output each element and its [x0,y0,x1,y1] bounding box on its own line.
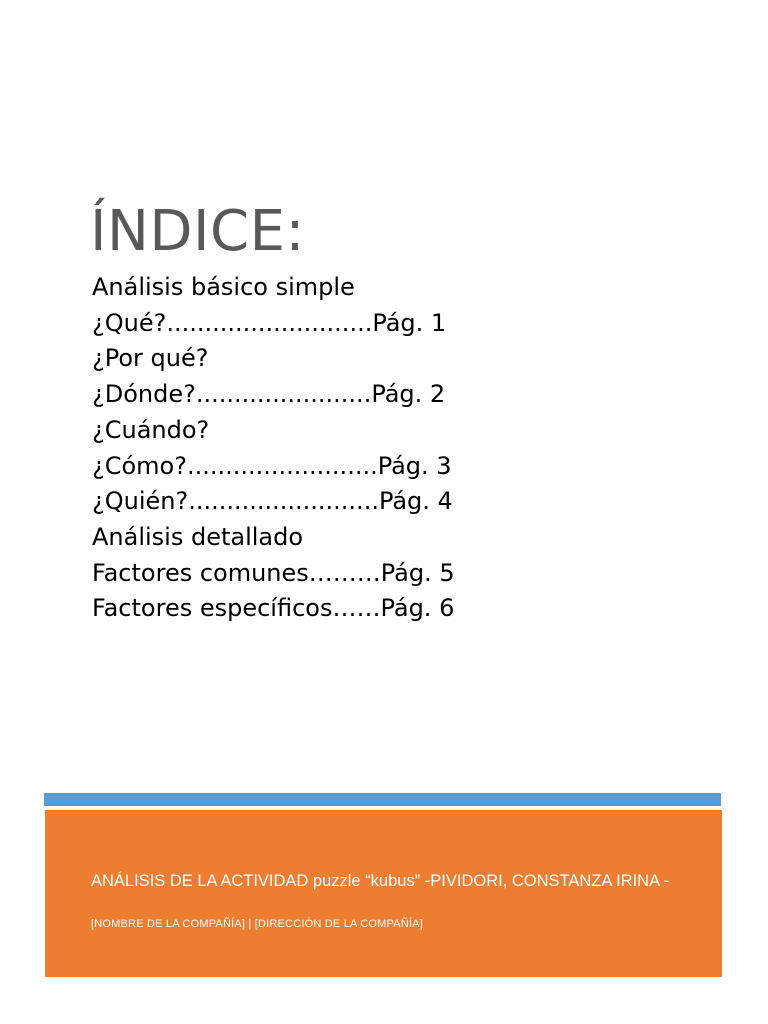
toc-entry: ¿Cuándo? [92,415,210,444]
toc-entry: Análisis detallado [92,522,304,551]
footer-company-info: [NOMBRE DE LA COMPAÑÍA] | [DIRECCIÓN DE LA COMPAÑÍA] [91,918,423,930]
footer-banner [45,810,722,977]
toc-entry: ¿Por qué? [92,344,209,373]
index-heading: ÍNDICE: [90,199,305,264]
table-of-contents [92,270,455,627]
toc-entry: Análisis básico simple [92,273,355,301]
toc-entry: Factores específicos……Pág. 6 [92,594,455,623]
toc-entry: Factores comunes………Pág. 5 [92,558,455,587]
toc-entry: ¿Dónde?.......................Pág. 2 [92,380,446,409]
toc-entry: ¿Cómo?.........................Pág. 3 [92,451,452,480]
toc-entry: ¿Qué?...........................Pág. 1 [92,308,447,337]
blue-divider-bar [44,793,721,806]
toc-entry: ¿Quién?.........................Pág. 4 [92,487,453,516]
footer-document-title: ANÁLISIS DE LA ACTIVIDAD puzzle “kubus” -PIVIDORI, CONSTANZA IRINA - [91,872,670,890]
